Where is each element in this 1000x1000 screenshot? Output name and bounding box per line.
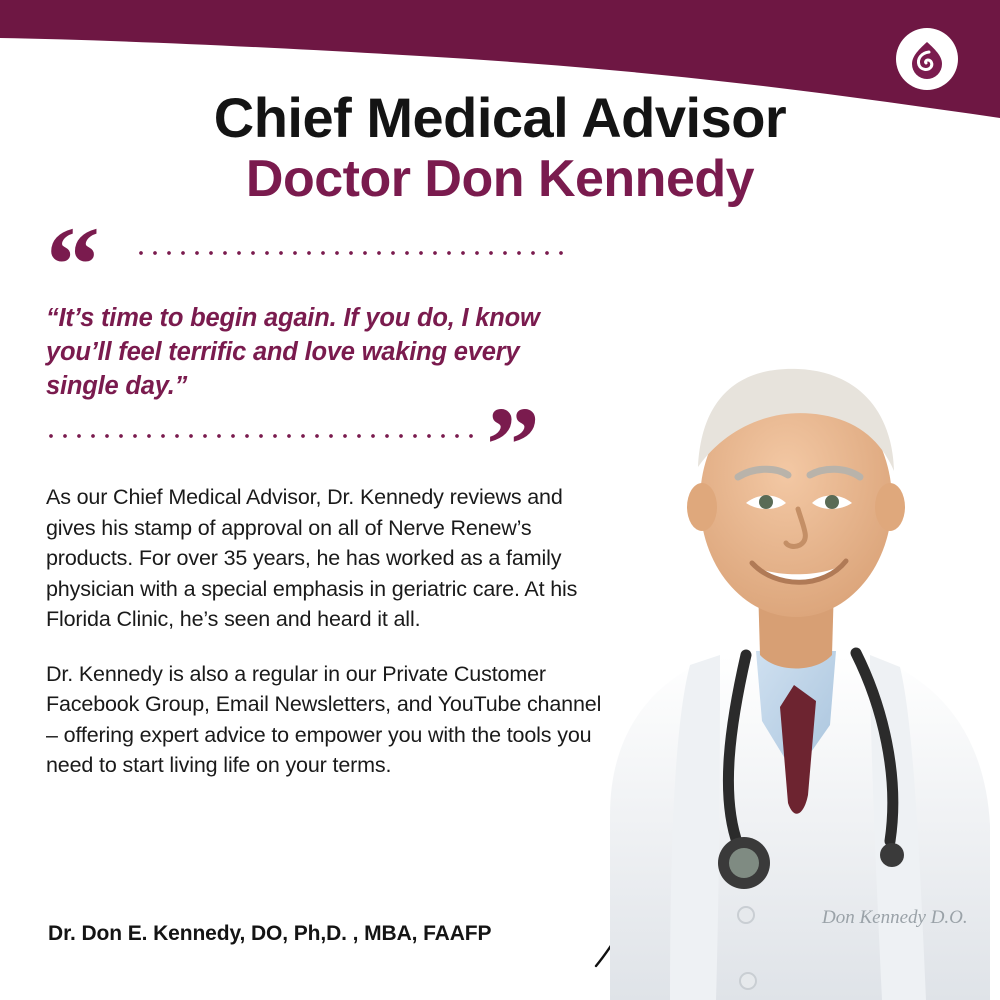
pull-quote: “It’s time to begin again. If you do, I know you’ll feel terrific and love waking every single day.” <box>46 304 540 400</box>
advisor-portrait <box>570 255 1000 1000</box>
quote-open-mark: “ <box>46 206 100 325</box>
spiral-drop-logo-icon <box>907 39 947 79</box>
body-paragraph-2: Dr. Kennedy is also a regular in our Private Customer Facebook Group, Email Newsletters, and YouTube channel – offering expert advice to empower you with the tools you need to start living life on your terms. <box>46 661 602 778</box>
body-paragraph-1: As our Chief Medical Advisor, Dr. Kennedy reviews and gives his stamp of approval on all of Nerve Renew’s products. For over 35 years, he has worked as a family physician with a special emphasis in geriatric care. At his Florida Clinic, he’s seen and heard it all. <box>46 485 578 632</box>
body-copy <box>46 482 612 781</box>
brand-logo-badge <box>896 28 958 90</box>
dotted-divider-bottom <box>44 433 474 439</box>
quote-close-mark: ” <box>486 386 540 505</box>
signature-credentials: Dr. Don E. Kennedy, DO, Ph,D. , MBA, FAAFP <box>48 922 492 945</box>
page-title: Chief Medical Advisor <box>213 86 787 149</box>
dotted-divider-top <box>134 250 566 256</box>
page-subtitle: Doctor Don Kennedy <box>245 150 755 208</box>
coat-embroidery-text: Don Kennedy D.O. <box>822 907 968 928</box>
